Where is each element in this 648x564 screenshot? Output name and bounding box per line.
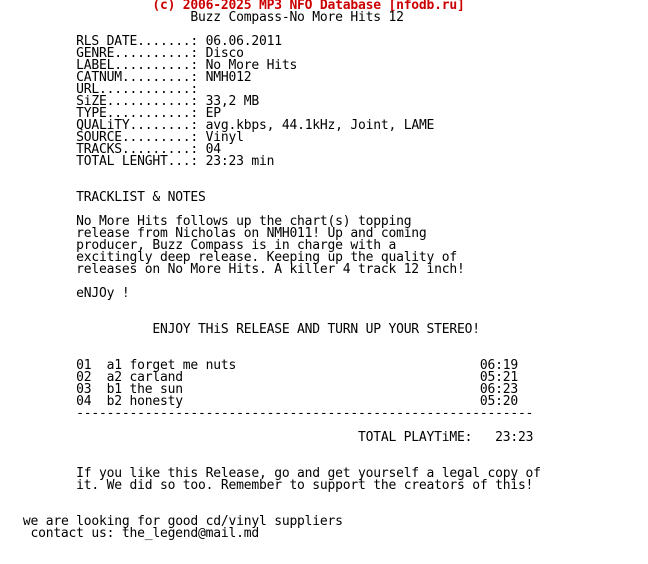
info-value: avg.kbps, 44.1kHz, Joint, LAME — [205, 118, 435, 133]
total-playtime-line — [0, 432, 648, 444]
track-title: a2 carland — [106, 370, 183, 385]
info-label: SOURCE.........: — [76, 130, 199, 145]
total-playtime-value: 23:23 — [495, 430, 534, 445]
track-time: 06:19 — [479, 358, 518, 373]
info-row — [0, 156, 648, 168]
release-title: Buzz Compass-No More Hits 12 — [190, 10, 404, 25]
info-label: TOTAL LENGHT...: — [76, 154, 199, 169]
info-label: URL............: — [76, 82, 199, 97]
notes-text: producer, Buzz Compass is in charge with a — [76, 238, 397, 253]
track-title: a1 forget me nuts — [106, 358, 237, 373]
notes-heading-line — [0, 192, 648, 204]
copyright-text: (c) 2006-2025 MP3 NFO Database [nfodb.ru] — [152, 0, 465, 13]
info-value: No More Hits — [205, 58, 298, 73]
release-title-line — [0, 12, 648, 24]
track-number: 03 — [76, 382, 92, 397]
divider-line — [0, 408, 648, 420]
info-label: SiZE...........: — [76, 94, 199, 109]
track-number: 02 — [76, 370, 92, 385]
info-value: 33,2 MB — [205, 94, 259, 109]
info-label: CATNUM.........: — [76, 70, 199, 85]
contact-text: contact us: the_legend@mail.md — [30, 526, 259, 541]
enjoy-line — [0, 288, 648, 300]
notes-text: excitingly deep release. Keeping up the quality of — [76, 250, 458, 265]
notes-text: No More Hits follows up the chart(s) topping — [76, 214, 412, 229]
info-label: TYPE...........: — [76, 106, 199, 121]
info-value: Disco — [205, 46, 244, 61]
info-label: RLS DATE.......: — [76, 34, 199, 49]
info-value: Vinyl — [205, 130, 244, 145]
notes-heading: TRACKLIST & NOTES — [76, 190, 206, 205]
total-playtime-label: TOTAL PLAYTiME: — [357, 430, 473, 445]
banner-text: ENJOY THiS RELEASE AND TURN UP YOUR STEREO! — [152, 322, 480, 337]
track-title: b2 honesty — [106, 394, 183, 409]
contact-line — [0, 528, 648, 540]
track-time: 06:23 — [479, 382, 518, 397]
track-number: 04 — [76, 394, 92, 409]
track-number: 01 — [76, 358, 92, 373]
notes-text: release from Nicholas on NMH011! Up and coming — [76, 226, 427, 241]
info-label: TRACKS.........: — [76, 142, 199, 157]
info-label: LABEL..........: — [76, 58, 199, 73]
suppliers-text: we are looking for good cd/vinyl suppliers — [22, 514, 343, 529]
notes-line — [0, 264, 648, 276]
support-text: If you like this Release, go and get yourself a legal copy of — [76, 466, 541, 481]
info-label: GENRE..........: — [76, 46, 199, 61]
info-value: EP — [205, 106, 221, 121]
track-time: 05:21 — [479, 370, 518, 385]
support-line — [0, 480, 648, 492]
info-value: 23:23 min — [205, 154, 275, 169]
info-value: 04 — [205, 142, 221, 157]
info-label: QUALiTY........: — [76, 118, 199, 133]
divider: ------------------------------------------------------------ — [76, 406, 534, 421]
info-value: 06.06.2011 — [205, 34, 282, 49]
banner-line — [0, 324, 648, 336]
track-title: b1 the sun — [106, 382, 183, 397]
track-time: 05:20 — [479, 394, 518, 409]
notes-text: releases on No More Hits. A killer 4 track 12 inch! — [76, 262, 465, 277]
info-value: NMH012 — [205, 70, 252, 85]
support-text: it. We did so too. Remember to support the creators of this! — [76, 478, 534, 493]
enjoy-text: eNJOy ! — [76, 286, 130, 301]
